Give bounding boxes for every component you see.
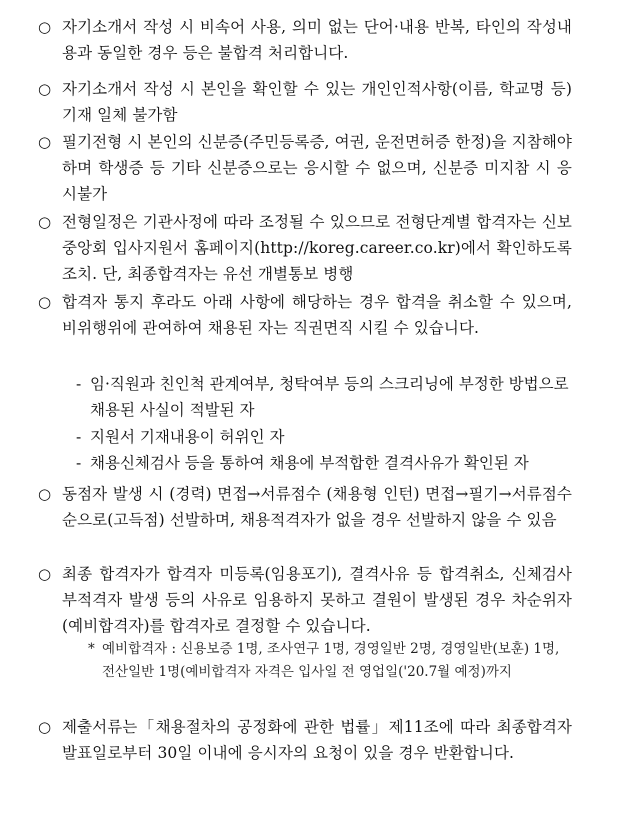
reserve-candidate-note — [88, 638, 572, 684]
bullet-item-personal-info — [38, 76, 572, 128]
note-text: 예비합격자 : 신용보증 1명, 조사연구 1명, 경영일반 2명, 경영일반(보훈) 1명, 전산일반 1명(예비합격자 자격은 입사일 전 영업일('20.7월 예정)까지 — [102, 641, 560, 680]
bullet-item-alternate — [38, 561, 572, 639]
dash-bullet: - — [76, 428, 82, 446]
bullet-item-tie-break — [38, 481, 572, 533]
sub-item-text: 지원서 기재내용이 허위인 자 — [90, 428, 285, 446]
bullet-item-document-return — [38, 714, 572, 766]
sub-item-false-application — [76, 424, 570, 450]
bullet-text: 동점자 발생 시 (경력) 면접→서류점수 (채용형 인턴) 면접→필기→서류점수 순으로(고득점) 선발하며, 채용적격자가 없을 경우 선발하지 않을 수 있음 — [62, 485, 572, 529]
circle-bullet-icon: ○ — [38, 718, 52, 736]
bullet-text: 자기소개서 작성 시 본인을 확인할 수 있는 개인인적사항(이름, 학교명 등) 기재 일체 불가함 — [62, 80, 572, 124]
bullet-item-cancellation — [38, 289, 572, 341]
sub-item-text: 채용신체검사 등을 통하여 채용에 부적합한 결격사유가 확인된 자 — [90, 454, 529, 472]
bullet-text: 합격자 통지 후라도 아래 사항에 해당하는 경우 합격을 취소할 수 있으며, 비위행위에 관여하여 채용된 자는 직권면직 시킬 수 있습니다. — [62, 293, 572, 337]
sub-item-fraud — [76, 371, 570, 423]
circle-bullet-icon: ○ — [38, 133, 52, 151]
circle-bullet-icon: ○ — [38, 213, 52, 231]
circle-bullet-icon: ○ — [38, 565, 52, 583]
dash-bullet: - — [76, 454, 82, 472]
dash-bullet: - — [76, 375, 82, 393]
bullet-text: 자기소개서 작성 시 비속어 사용, 의미 없는 단어·내용 반복, 타인의 작성내용과 동일한 경우 등은 불합격 처리합니다. — [62, 18, 572, 62]
sub-item-text: 임·직원과 친인척 관계여부, 청탁여부 등의 스크리닝에 부정한 방법으로 채용된 사실이 적발된 자 — [90, 375, 569, 419]
circle-bullet-icon: ○ — [38, 293, 52, 311]
bullet-text: 전형일정은 기관사정에 따라 조정될 수 있으므로 전형단계별 합격자는 신보중앙회 입사지원서 홈페이지(http://koreg.career.co.kr)에서 확인하도록 조치. 단, 최종합격자는 유선 개별통보 병행 — [62, 213, 572, 283]
circle-bullet-icon: ○ — [38, 80, 52, 98]
bullet-text: 최종 합격자가 합격자 미등록(임용포기), 결격사유 등 합격취소, 신체검사 부적격자 발생 등의 사유로 임용하지 못하고 결원이 발생된 경우 차순위자(예비합격자)를 합격자로 결정할 수 있습니다. — [62, 565, 572, 635]
circle-bullet-icon: ○ — [38, 485, 52, 503]
bullet-item-schedule — [38, 209, 572, 287]
bullet-text: 제출서류는「채용절차의 공정화에 관한 법률」제11조에 따라 최종합격자 발표일로부터 30일 이내에 응시자의 요청이 있을 경우 반환합니다. — [62, 718, 572, 762]
circle-bullet-icon: ○ — [38, 18, 52, 36]
sub-item-medical — [76, 450, 570, 476]
bullet-item-id-required — [38, 129, 572, 207]
bullet-text: 필기전형 시 본인의 신분증(주민등록증, 여권, 운전면허증 한정)을 지참해야 하며 학생증 등 기타 신분증으로는 응시할 수 없으며, 신분증 미지참 시 응시불가 — [62, 133, 572, 203]
asterisk-marker: * — [88, 641, 95, 657]
bullet-item-self-intro-rules — [38, 14, 572, 66]
